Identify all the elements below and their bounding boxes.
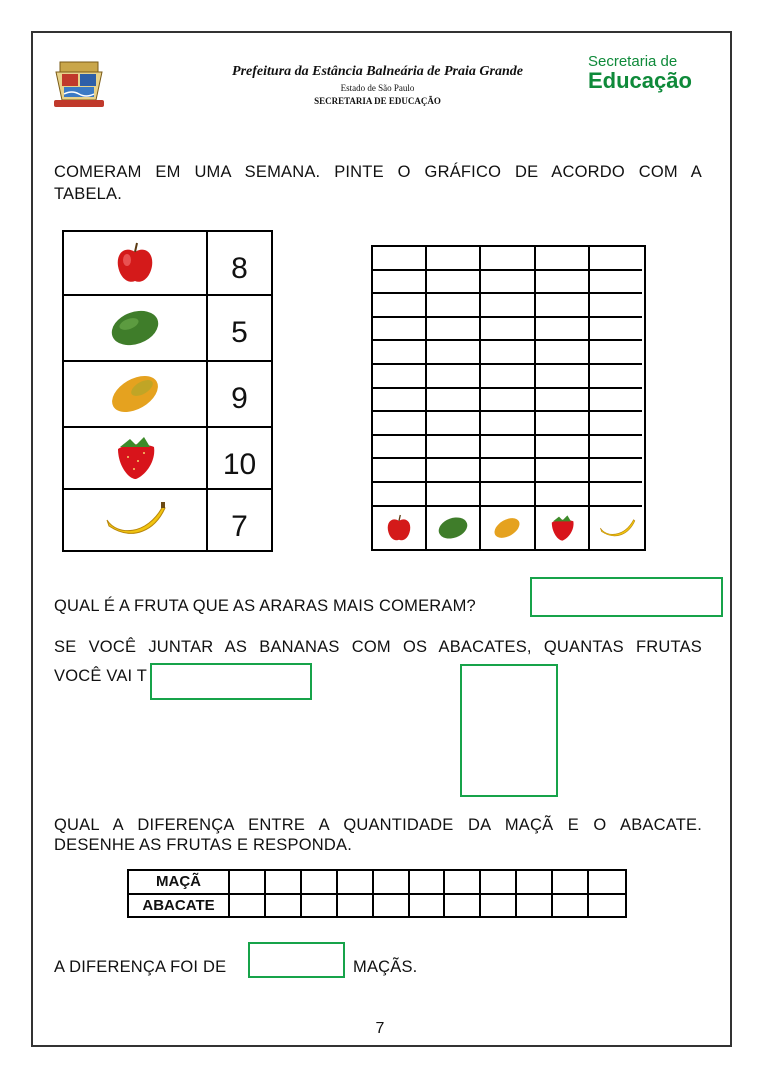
abacate-cell[interactable] (374, 895, 410, 916)
logo-line1: Secretaria de (588, 53, 678, 70)
grid-cell[interactable] (427, 271, 481, 295)
grid-cell[interactable] (373, 483, 427, 507)
instruction-line2: TABELA. (54, 185, 123, 203)
grid-cell[interactable] (590, 412, 642, 436)
grid-cell[interactable] (481, 412, 535, 436)
grid-cell[interactable] (590, 365, 642, 389)
pictograph-grid (371, 245, 646, 551)
abacate-cell[interactable] (338, 895, 374, 916)
maca-cell[interactable] (481, 871, 517, 893)
grid-cell[interactable] (373, 389, 427, 413)
maca-cell[interactable] (553, 871, 589, 893)
grid-cell[interactable] (427, 341, 481, 365)
city-crest (50, 58, 108, 110)
abacate-cell[interactable] (302, 895, 338, 916)
maca-cell[interactable] (374, 871, 410, 893)
question-banana-avocado-line1: SE VOCÊ JUNTAR AS BANANAS COM OS ABACATES, QUANTAS FRUTAS (54, 638, 702, 656)
maca-cell[interactable] (410, 871, 446, 893)
grid-cell[interactable] (481, 247, 535, 271)
grid-cell[interactable] (373, 318, 427, 342)
grid-cell[interactable] (481, 318, 535, 342)
papaya-icon (64, 362, 208, 426)
grid-cell[interactable] (536, 389, 590, 413)
grid-cell[interactable] (373, 271, 427, 295)
grid-cell[interactable] (590, 483, 642, 507)
grid-strawberry-icon (536, 507, 590, 549)
grid-cell[interactable] (536, 318, 590, 342)
fruit-count: 8 (231, 252, 248, 285)
grid-cell[interactable] (427, 412, 481, 436)
logo-line2: Educação (588, 68, 692, 93)
abacate-cell[interactable] (481, 895, 517, 916)
grid-cell[interactable] (590, 318, 642, 342)
abacate-cell[interactable] (266, 895, 302, 916)
instruction-line1: COMERAM EM UMA SEMANA. PINTE O GRÁFICO DE ACORDO COM A (54, 163, 702, 181)
abacate-cell[interactable] (589, 895, 625, 916)
grid-cell[interactable] (590, 459, 642, 483)
grid-cell[interactable] (590, 247, 642, 271)
grid-banana-icon (590, 507, 644, 549)
grid-cell[interactable] (536, 271, 590, 295)
fruit-count: 10 (222, 448, 257, 481)
table-row (64, 490, 271, 550)
secretaria-educacao-logo (588, 54, 708, 92)
question-banana-avocado-line2: VOCÊ VAI T (54, 667, 148, 685)
grid-cell[interactable] (536, 294, 590, 318)
grid-papaya-icon (481, 507, 535, 549)
grid-cell[interactable] (481, 459, 535, 483)
grid-cell[interactable] (427, 483, 481, 507)
page-number: 7 (375, 1020, 385, 1037)
table-row (64, 428, 271, 490)
grid-cell[interactable] (590, 389, 642, 413)
question-most-eaten: QUAL É A FRUTA QUE AS ARARAS MAIS COMERAM? (54, 597, 476, 615)
grid-cell[interactable] (536, 412, 590, 436)
maca-cell[interactable] (445, 871, 481, 893)
abacate-cell[interactable] (553, 895, 589, 916)
grid-cell[interactable] (481, 483, 535, 507)
grid-cell[interactable] (427, 459, 481, 483)
answer-box-drawing[interactable] (460, 664, 558, 797)
abacate-cell[interactable] (230, 895, 266, 916)
fruit-count-table (62, 230, 273, 552)
grid-cell[interactable] (481, 365, 535, 389)
grid-cell[interactable] (536, 436, 590, 460)
grid-cell[interactable] (427, 389, 481, 413)
grid-cell[interactable] (427, 247, 481, 271)
grid-cell[interactable] (373, 247, 427, 271)
grid-cell[interactable] (427, 318, 481, 342)
difference-prefix: A DIFERENÇA FOI DE (54, 958, 227, 976)
grid-cell[interactable] (590, 294, 642, 318)
fruit-count: 5 (231, 316, 248, 349)
header-title: Prefeitura da Estância Balneária de Praia Grande (232, 64, 523, 79)
answer-box-most-eaten[interactable] (530, 577, 723, 617)
grid-cell[interactable] (536, 341, 590, 365)
grid-cell[interactable] (536, 483, 590, 507)
grid-cell[interactable] (481, 341, 535, 365)
grid-cell[interactable] (590, 341, 642, 365)
fruit-count: 7 (231, 510, 248, 543)
grid-cell[interactable] (536, 365, 590, 389)
maca-cell[interactable] (338, 871, 374, 893)
grid-cell[interactable] (427, 436, 481, 460)
grid-cell[interactable] (373, 365, 427, 389)
maca-cell[interactable] (230, 871, 266, 893)
abacate-cell[interactable] (410, 895, 446, 916)
comparison-table (127, 869, 627, 918)
table-row (64, 296, 271, 362)
grid-cell[interactable] (427, 365, 481, 389)
grid-cell[interactable] (590, 436, 642, 460)
label-abacate: ABACATE (129, 895, 230, 918)
maca-cell[interactable] (589, 871, 625, 893)
strawberry-icon (64, 428, 208, 488)
question-difference-line2: DESENHE AS FRUTAS E RESPONDA. (54, 836, 352, 854)
grid-apple-icon (373, 507, 427, 549)
maca-cell[interactable] (266, 871, 302, 893)
table-row (64, 232, 271, 296)
header-secretaria: SECRETARIA DE EDUCAÇÃO (314, 96, 441, 106)
grid-avocado-icon (427, 507, 481, 549)
apple-icon (64, 232, 208, 294)
fruit-count: 9 (231, 382, 248, 415)
grid-cell[interactable] (536, 459, 590, 483)
grid-cell[interactable] (373, 294, 427, 318)
avocado-icon (64, 296, 208, 360)
grid-cell[interactable] (427, 294, 481, 318)
grid-cell[interactable] (481, 436, 535, 460)
answer-box-total[interactable] (150, 663, 312, 700)
grid-cell[interactable] (536, 247, 590, 271)
difference-suffix: MAÇÃS. (353, 958, 418, 976)
question-difference-line1: QUAL A DIFERENÇA ENTRE A QUANTIDADE DA MAÇÃ E O ABACATE. (54, 816, 702, 834)
grid-cell[interactable] (373, 436, 427, 460)
grid-cell[interactable] (373, 412, 427, 436)
label-maca: MAÇÃ (129, 871, 230, 894)
header-state: Estado de São Paulo (340, 83, 415, 93)
grid-cell[interactable] (590, 271, 642, 295)
maca-cell[interactable] (302, 871, 338, 893)
answer-box-difference[interactable] (248, 942, 345, 978)
abacate-cell[interactable] (517, 895, 553, 916)
grid-cell[interactable] (481, 389, 535, 413)
grid-cell[interactable] (373, 341, 427, 365)
grid-cell[interactable] (373, 459, 427, 483)
grid-cell[interactable] (481, 294, 535, 318)
table-row (64, 362, 271, 428)
abacate-cell[interactable] (445, 895, 481, 916)
banana-icon (64, 490, 208, 550)
maca-cell[interactable] (517, 871, 553, 893)
grid-cell[interactable] (481, 271, 535, 295)
